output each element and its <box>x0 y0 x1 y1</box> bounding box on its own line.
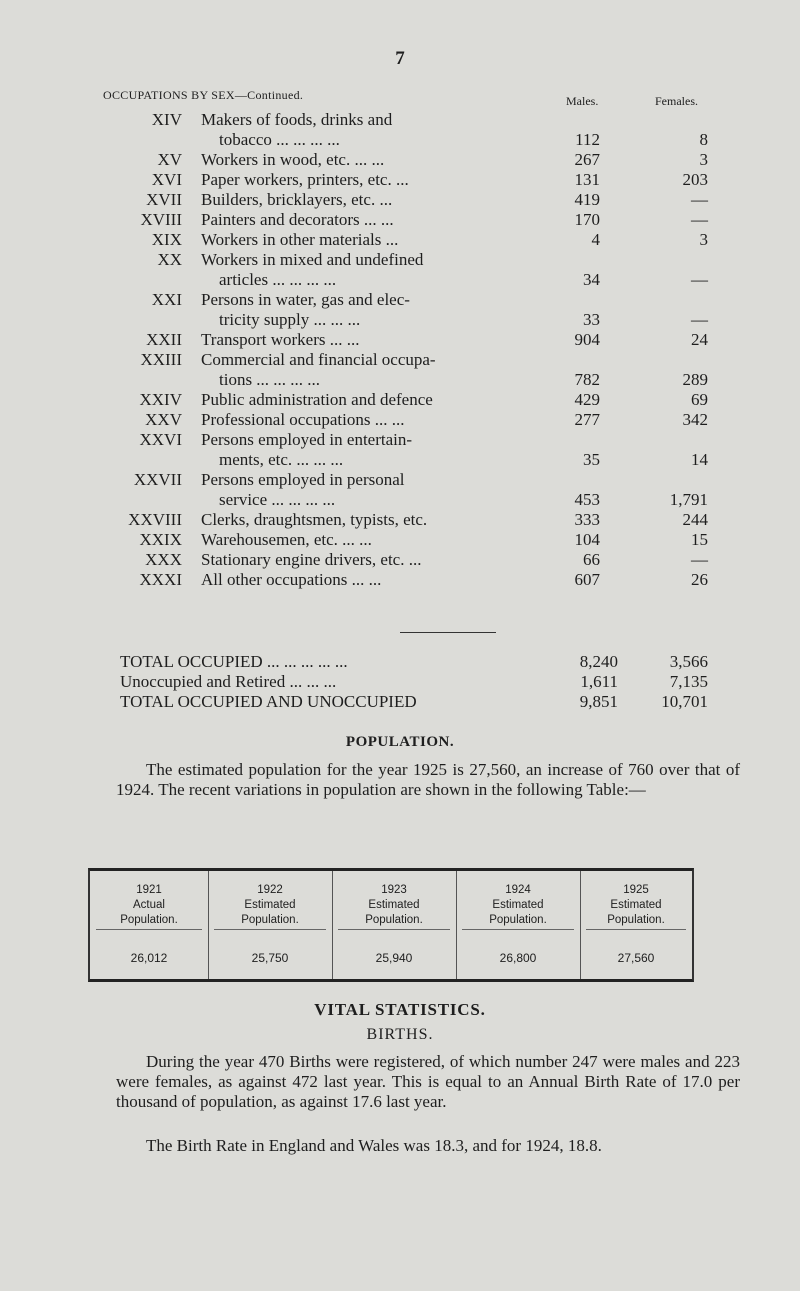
occupation-description <box>201 150 536 170</box>
births-heading: BIRTHS. <box>366 1026 434 1043</box>
occupation-description-line: Commercial and financial occupa- <box>201 350 436 369</box>
occupation-description-line: Makers of foods, drinks and <box>201 110 393 129</box>
occupation-number: XXXI <box>139 570 182 589</box>
population-header-line1: Estimated <box>368 899 420 911</box>
occupation-row <box>98 110 738 150</box>
occupation-description <box>201 350 536 390</box>
population-header-year: 1922 <box>257 884 283 896</box>
population-header-year: 1925 <box>623 884 649 896</box>
population-table-value: 26,012 <box>130 951 168 965</box>
occupation-males: 170 <box>574 210 600 229</box>
population-table-header <box>208 883 332 928</box>
population-table-header <box>90 883 208 928</box>
occupation-description-line: Public administration and defence <box>201 390 433 409</box>
totals-row <box>120 672 738 692</box>
population-table-header <box>580 883 692 928</box>
population-header-year: 1924 <box>505 884 531 896</box>
occupation-number: XXVIII <box>128 510 182 529</box>
occupation-description-line: Clerks, draughtsmen, typists, etc. <box>201 510 428 529</box>
population-table-value: 25,750 <box>251 951 289 965</box>
occupation-females: 289 <box>682 370 708 389</box>
occupation-females: — <box>691 210 708 229</box>
births-paragraph <box>116 1052 740 1112</box>
totals-label: Unoccupied and Retired ... ... ... <box>120 672 337 691</box>
occupation-number: XXX <box>145 550 182 569</box>
occupation-females: 244 <box>682 510 708 529</box>
occupation-description <box>201 290 536 330</box>
occupation-description-continuation: service ... ... ... ... <box>219 490 336 509</box>
population-header-line1: Actual <box>133 899 165 911</box>
occupation-description-line: Workers in wood, etc. ... ... <box>201 150 385 169</box>
occupation-description-continuation: ments, etc. ... ... ... <box>219 450 344 469</box>
population-heading: POPULATION. <box>345 734 455 750</box>
occupation-males: 112 <box>575 130 600 149</box>
occupation-females: 342 <box>682 410 708 429</box>
occupation-males: 782 <box>574 370 600 389</box>
occupation-description-continuation: tions ... ... ... ... <box>219 370 321 389</box>
population-header-line2: Population. <box>365 914 423 926</box>
population-header-line1: Estimated <box>492 899 544 911</box>
occupation-females: 1,791 <box>669 490 708 509</box>
occupation-description-line: Stationary engine drivers, etc. ... <box>201 550 422 569</box>
occupation-row <box>98 530 738 550</box>
occupation-males: 333 <box>574 510 600 529</box>
occupation-number: XX <box>157 250 182 269</box>
occupation-males: 453 <box>574 490 600 509</box>
occupation-males: 277 <box>574 410 600 429</box>
population-header-line1: Estimated <box>244 899 296 911</box>
totals-males: 9,851 <box>579 692 618 711</box>
population-header-line1: Estimated <box>610 899 662 911</box>
occupation-description <box>201 190 536 210</box>
population-text: The estimated population for the year 1925 is 27,560, an increase of 760 over that of 1924. The recent variations in population are shown in the following Table:— <box>116 760 740 799</box>
occupation-row <box>98 170 738 190</box>
occupation-males: 419 <box>574 190 600 209</box>
totals-table <box>120 652 738 712</box>
population-header-line2: Population. <box>120 914 178 926</box>
occupation-females: 203 <box>682 170 708 189</box>
occupation-number: XIV <box>151 110 182 129</box>
occupation-description <box>201 230 536 250</box>
occupation-description-line: Transport workers ... ... <box>201 330 360 349</box>
occupation-row <box>98 210 738 230</box>
occupation-males: 35 <box>583 450 600 469</box>
occupation-description <box>201 550 536 570</box>
table-header-rule <box>214 929 326 930</box>
occupation-description-line: Builders, bricklayers, etc. ... <box>201 190 393 209</box>
vital-statistics-heading: VITAL STATISTICS. <box>314 1000 486 1019</box>
birth-rate-text: The Birth Rate in England and Wales was 18.3, and for 1924, 18.8. <box>146 1136 602 1155</box>
column-header-females: Females. <box>655 94 698 108</box>
occupation-row <box>98 150 738 170</box>
occupation-males: 33 <box>583 310 600 329</box>
totals-males: 8,240 <box>579 652 618 671</box>
occupation-description <box>201 470 536 510</box>
occupation-number: XXII <box>146 330 182 349</box>
occupation-females: 26 <box>691 570 708 589</box>
occupation-description <box>201 330 536 350</box>
population-paragraph <box>116 760 740 800</box>
occupation-description-line: Warehousemen, etc. ... ... <box>201 530 372 549</box>
occupation-females: — <box>691 270 708 289</box>
occupation-row <box>98 570 738 590</box>
occupation-description-line: All other occupations ... ... <box>201 570 382 589</box>
occupation-number: XXV <box>145 410 182 429</box>
occupation-row <box>98 470 738 510</box>
occupation-description <box>201 390 536 410</box>
occupation-males: 904 <box>574 330 600 349</box>
occupation-row <box>98 350 738 390</box>
population-header-year: 1923 <box>381 884 407 896</box>
table-header-rule <box>338 929 450 930</box>
occupation-description-continuation: tobacco ... ... ... ... <box>219 130 340 149</box>
occupation-description-line: Persons employed in personal <box>201 470 405 489</box>
totals-label: TOTAL OCCUPIED ... ... ... ... ... <box>120 652 348 671</box>
occupation-row <box>98 430 738 470</box>
occupation-males: 66 <box>583 550 600 569</box>
occupation-row <box>98 330 738 350</box>
occupation-males: 607 <box>574 570 600 589</box>
occupation-number: XVIII <box>140 210 182 229</box>
population-table-header <box>456 883 580 928</box>
occupation-females: 15 <box>691 530 708 549</box>
occupation-row <box>98 510 738 530</box>
population-table-value: 27,560 <box>617 951 655 965</box>
population-table-header <box>332 883 456 928</box>
occupation-number: XXVI <box>139 430 182 449</box>
page-number: 7 <box>395 48 405 69</box>
occupation-description <box>201 410 536 430</box>
population-table-value: 25,940 <box>375 951 413 965</box>
occupation-row <box>98 410 738 430</box>
totals-females: 10,701 <box>661 692 708 711</box>
occupation-females: 69 <box>691 390 708 409</box>
occupation-number: XXI <box>151 290 182 309</box>
occupation-description-line: Workers in mixed and undefined <box>201 250 424 269</box>
occupation-row <box>98 250 738 290</box>
population-header-line2: Population. <box>241 914 299 926</box>
occupation-number: XVII <box>146 190 182 209</box>
occupation-females: — <box>691 550 708 569</box>
births-text: During the year 470 Births were registered, of which number 247 were males and 223 were females, as against 472 last year. This is equal to an Annual Birth Rate of 17.0 per thousand of population, as against 17.6 last year. <box>116 1052 740 1111</box>
occupation-females: 14 <box>691 450 708 469</box>
population-table <box>88 868 694 982</box>
occupation-males: 4 <box>591 230 600 249</box>
occupation-number: XXIV <box>139 390 182 409</box>
occupation-number: XXVII <box>133 470 182 489</box>
occupation-description-line: Persons in water, gas and elec- <box>201 290 410 309</box>
occupations-table <box>98 110 738 590</box>
occupation-description-line: Professional occupations ... ... <box>201 410 405 429</box>
occupation-description-continuation: tricity supply ... ... ... <box>219 310 361 329</box>
table-header-rule <box>96 929 202 930</box>
occupation-description-line: Paper workers, printers, etc. ... <box>201 170 409 189</box>
population-table-value: 26,800 <box>499 951 537 965</box>
occupation-number: XXIII <box>140 350 182 369</box>
occupation-row <box>98 390 738 410</box>
occupation-row <box>98 190 738 210</box>
occupation-description <box>201 570 536 590</box>
occupation-description-line: Persons employed in entertain- <box>201 430 413 449</box>
occupation-females: 3 <box>699 230 708 249</box>
birth-rate-paragraph <box>116 1136 740 1156</box>
occupation-description-line: Workers in other materials ... <box>201 230 399 249</box>
occupation-females: — <box>691 190 708 209</box>
occupation-description <box>201 210 536 230</box>
occupation-description <box>201 170 536 190</box>
totals-row <box>120 652 738 672</box>
occupation-row <box>98 290 738 330</box>
totals-rule <box>400 632 496 633</box>
population-header-line2: Population. <box>607 914 665 926</box>
population-header-year: 1921 <box>136 884 162 896</box>
occupation-row <box>98 230 738 250</box>
occupation-males: 104 <box>574 530 600 549</box>
occupation-description-continuation: articles ... ... ... ... <box>219 270 337 289</box>
occupation-males: 131 <box>574 170 600 189</box>
occupation-number: XV <box>157 150 182 169</box>
population-header-line2: Population. <box>489 914 547 926</box>
occupation-description <box>201 510 536 530</box>
totals-males: 1,611 <box>580 672 618 691</box>
occupation-females: 24 <box>691 330 708 349</box>
occupation-description <box>201 430 536 470</box>
occupation-number: XXIX <box>139 530 182 549</box>
column-header-males: Males. <box>566 94 599 108</box>
table-header-rule <box>586 929 686 930</box>
occupation-females: — <box>691 310 708 329</box>
occupation-row <box>98 550 738 570</box>
totals-label: TOTAL OCCUPIED AND UNOCCUPIED <box>120 692 417 711</box>
occupation-number: XVI <box>151 170 182 189</box>
occupation-females: 3 <box>699 150 708 169</box>
occupation-description <box>201 530 536 550</box>
occupation-number: XIX <box>151 230 182 249</box>
occupation-description <box>201 110 536 150</box>
table-header-rule <box>462 929 574 930</box>
totals-females: 7,135 <box>669 672 708 691</box>
occupation-males: 429 <box>574 390 600 409</box>
totals-row <box>120 692 738 712</box>
occupation-females: 8 <box>699 130 708 149</box>
occupation-males: 34 <box>583 270 600 289</box>
occupations-title: OCCUPATIONS BY SEX—Continued. <box>103 88 304 102</box>
occupation-males: 267 <box>574 150 600 169</box>
occupation-description-line: Painters and decorators ... ... <box>201 210 394 229</box>
occupation-description <box>201 250 536 290</box>
totals-females: 3,566 <box>669 652 708 671</box>
